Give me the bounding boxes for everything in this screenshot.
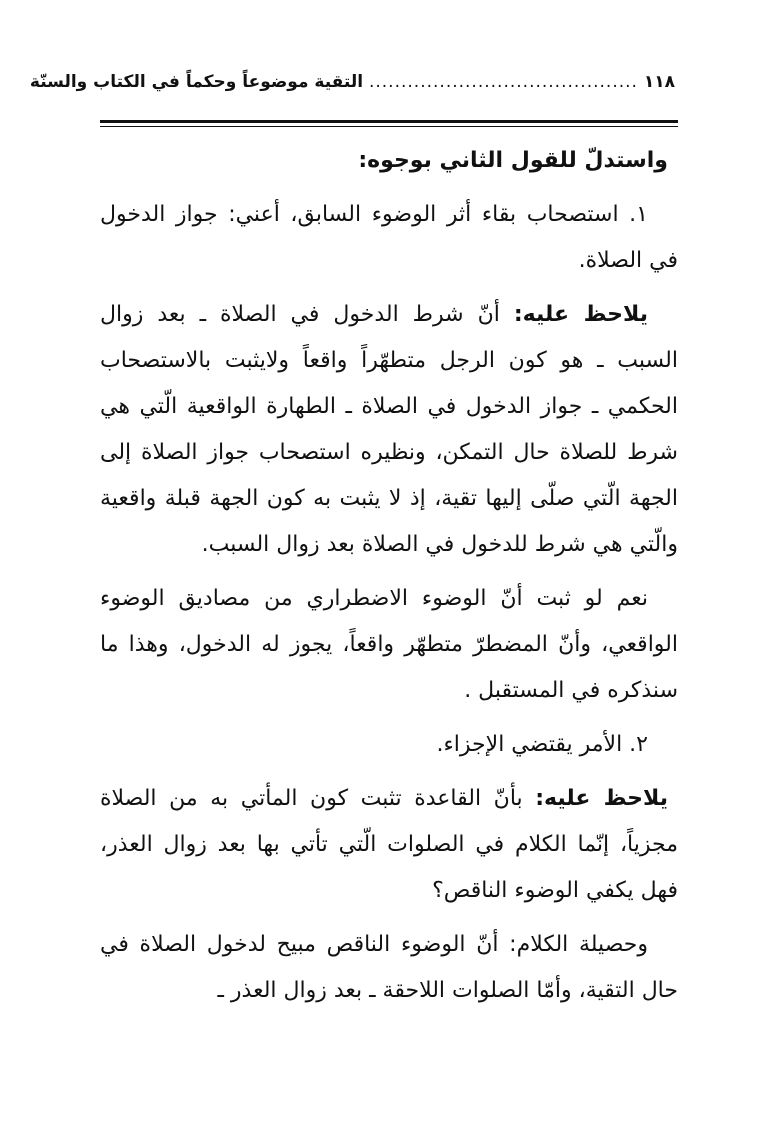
paragraph: [100, 722, 678, 768]
paragraph-text: أنّ شرط الدخول في الصلاة ـ بعد زوال السبب ـ هو كون الرجل متطهّراً واقعاً ولايثبت بالاستصحاب الحكمي ـ جواز الدخول في الصلاة ـ الطهارة الواقعية الّتي هي شرط للصلاة حال التمكن، ونظيره استصحاب جواز الصلاة إلى الجهة الّتي صلّى إليها تقية، إذ لا يثبت به كون الجهة قبلة واقعية والّتي هي شرط للدخول في الصلاة بعد زوال السبب.: [100, 302, 678, 557]
paragraph: [100, 776, 678, 914]
paragraph: [100, 292, 678, 568]
header-rule-thin: [100, 126, 678, 127]
paragraph: [100, 576, 678, 714]
paragraph-text: وحصيلة الكلام: أنّ الوضوء الناقص مبيح لدخول الصلاة في حال التقية، وأمّا الصلوات اللاحقة ـ بعد زوال العذر ـ: [100, 932, 678, 1003]
book-title: التقية موضوعاً وحكماً في الكتاب والسنّة: [29, 72, 364, 92]
paragraph-lead: يلاحظ عليه:: [535, 786, 668, 811]
page-body: [100, 138, 678, 1022]
header-rule-thick: [100, 120, 678, 123]
paragraph: [100, 922, 678, 1014]
paragraph-text: ١. استصحاب بقاء أثر الوضوء السابق، أعني: جواز الدخول في الصلاة.: [100, 202, 678, 273]
paragraph-text: بأنّ القاعدة تثبت كون المأتي به من الصلاة مجزياً، إنّما الكلام في الصلوات الّتي تأتي بها بعد زوال العذر، فهل يكفي الوضوء الناقص؟: [100, 786, 678, 903]
leader-dots: ..........................................: [368, 72, 638, 92]
paragraph-text: ٢. الأمر يقتضي الإجزاء.: [436, 732, 648, 757]
paragraph: [100, 138, 678, 184]
paragraph: [100, 192, 678, 284]
paragraph-lead: يلاحظ عليه:: [513, 302, 648, 327]
paragraph-text: نعم لو ثبت أنّ الوضوء الاضطراري من مصاديق الوضوء الواقعي، وأنّ المضطرّ متطهّر واقعاً، يجوز له الدخول، وهذا ما سنذكره في المستقبل .: [100, 586, 678, 703]
running-header: [29, 72, 675, 106]
page-number: ١١٨: [643, 72, 675, 92]
paragraph-text: واستدلّ للقول الثاني بوجوه:: [358, 148, 668, 173]
